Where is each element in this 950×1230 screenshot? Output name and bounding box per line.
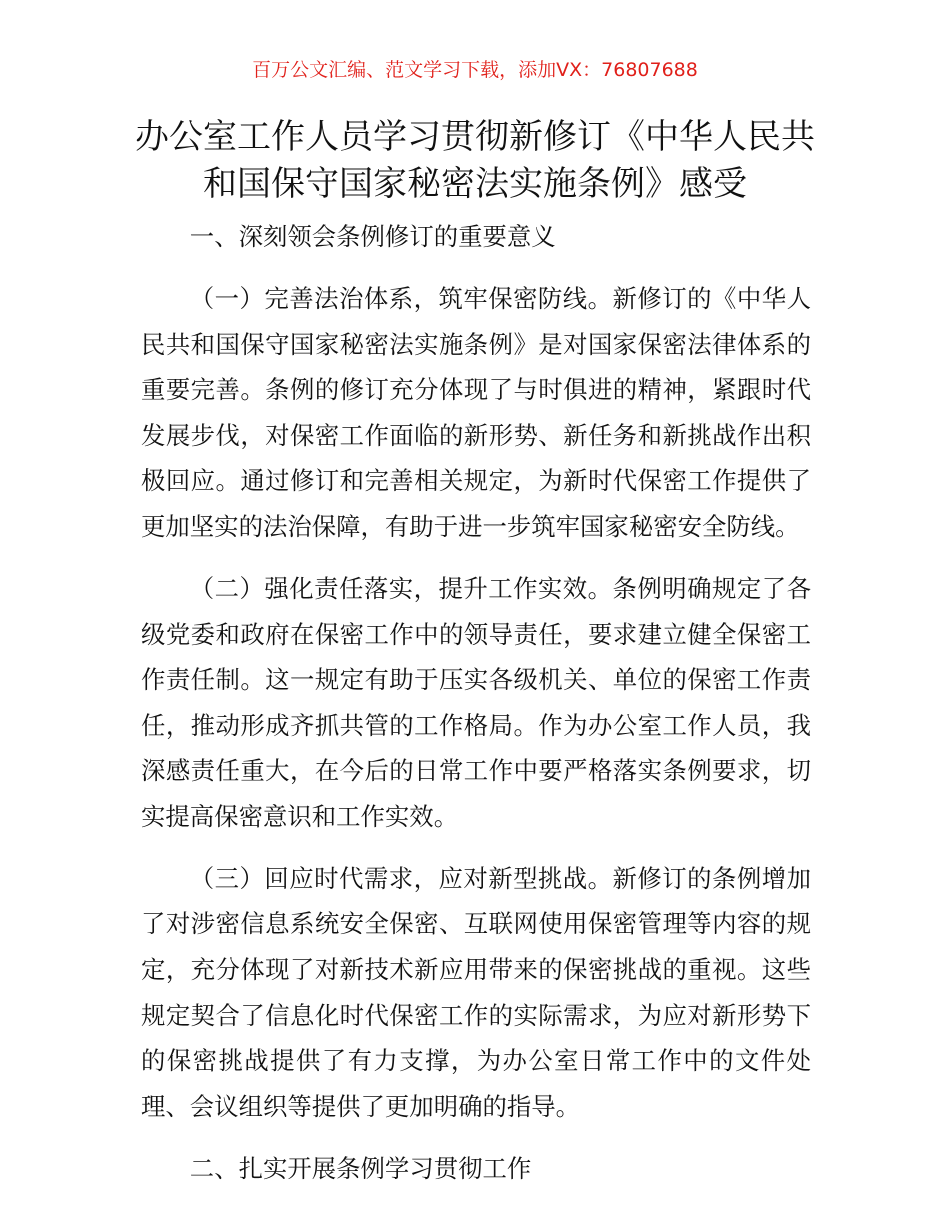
section-heading-2: 二、扎实开展条例学习贯彻工作 [189,1153,532,1183]
title-line-1: 办公室工作人员学习贯彻新修订《中华人民共 [135,117,815,157]
paragraph-1: （一）完善法治体系，筑牢保密防线。新修订的《中华人民共和国保守国家秘密法实施条例》是对国家保密法律体系的重要完善。条例的修订充分体现了与时俱进的精神，紧跟时代发展步伐，对保密工作面临的新形势、新任务和新挑战作出积极回应。通过修订和完善相关规定，为新时代保密工作提供了更加坚实的法治保障，有助于进一步筑牢国家秘密安全防线。 [141,283,811,541]
header-notice: 百万公文汇编、范文学习下载，添加VX：76807688 [252,59,698,81]
paragraph-3: （三）回应时代需求，应对新型挑战。新修订的条例增加了对涉密信息系统安全保密、互联网使用保密管理等内容的规定，充分体现了对新技术新应用带来的保密挑战的重视。这些规定契合了信息化时代保密工作的实际需求，为应对新形势下的保密挑战提供了有力支撑，为办公室日常工作中的文件处理、会议组织等提供了更加明确的指导。 [141,863,811,1121]
title-line-2: 和国保守国家秘密法实施条例》感受 [203,164,747,204]
document-body [141,214,811,1208]
document-title [130,114,820,208]
section-heading-1: 一、深刻领会条例修订的重要意义 [189,222,556,251]
paragraph-2: （二）强化责任落实，提升工作实效。条例明确规定了各级党委和政府在保密工作中的领导责任，要求建立健全保密工作责任制。这一规定有助于压实各级机关、单位的保密工作责任，推动形成齐抓共管的工作格局。作为办公室工作人员，我深感责任重大，在今后的日常工作中要严格落实条例要求，切实提高保密意识和工作实效。 [141,573,811,831]
